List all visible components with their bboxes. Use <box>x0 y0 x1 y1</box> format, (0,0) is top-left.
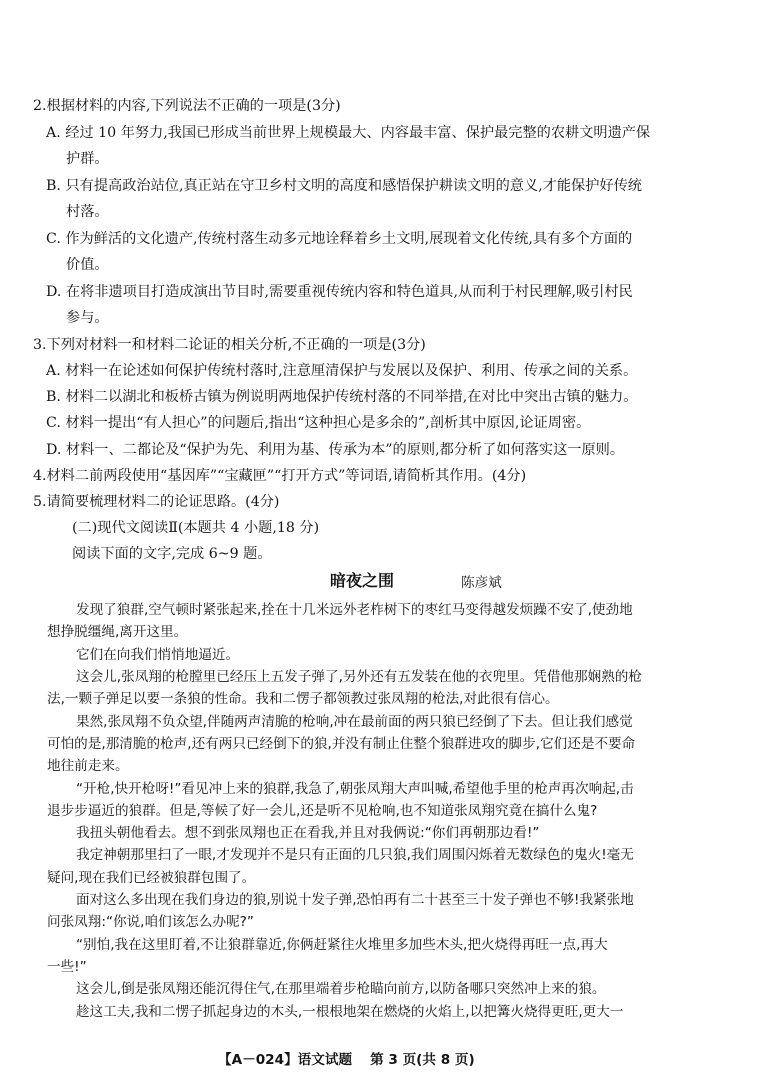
question-4: 4.材料二前两段使用“基因库”“宝藏匣”“打开方式”等词语,请简析其作用。(4分) <box>33 468 527 484</box>
story-line: “开枪,快开枪呀!”看见冲上来的狼群,我急了,朝张凤翔大声叫喊,希望他手里的枪声再次响起,击 <box>76 781 634 797</box>
story-line: 面对这么多出现在我们身边的狼,别说十发子弹,恐怕再有二十甚至三十发子弹也不够!我紧张地 <box>76 892 634 908</box>
question-3-option-b: B. 材料二以湖北和板桥古镇为例说明两地保护传统村落的不同举措,在对比中突出古镇的魅力。 <box>46 389 638 405</box>
story-line: “别怕,我在这里盯着,不让狼群靠近,你俩赶紧往火堆里多加些木头,把火烧得再旺一点,再大 <box>76 937 608 953</box>
story-line: 果然,张凤翔不负众望,伴随两声清脆的枪响,冲在最前面的两只狼已经倒了下去。但让我们感觉 <box>76 714 633 730</box>
story-line: 我扭头朝他看去。想不到张凤翔也正在看我,并且对我俩说:“你们再朝那边看!” <box>76 825 540 841</box>
story-line: 地往前走来。 <box>47 758 129 774</box>
story-line: 可怕的是,那清脆的枪声,还有两只已经倒下的狼,并没有制止住整个狼群进攻的脚步,它们还是不要命 <box>47 736 636 752</box>
page-footer <box>218 1050 475 1070</box>
question-2-option-b-cont: 村落。 <box>66 204 109 220</box>
question-3-option-d: D. 材料一、二都论及“保护为先、利用为基、传承为本”的原则,都分析了如何落实这一原则。 <box>46 442 625 458</box>
story-line: 问张凤翔:“你说,咱们该怎么办呢?” <box>47 914 254 930</box>
question-2-option-a-cont: 护群。 <box>66 151 109 167</box>
story-author: 陈彦斌 <box>461 575 502 591</box>
exam-code: 【A－024】语文试题 <box>218 1052 353 1068</box>
question-2-option-c: C. 作为鲜活的文化遗产,传统村落生动多元地诠释着乡土文明,展现着文化传统,具有多个方面的 <box>46 231 633 247</box>
question-2-option-c-cont: 价值。 <box>66 257 109 273</box>
question-5: 5.请简要梳理材料二的论证思路。(4分) <box>33 494 280 510</box>
section-heading: (二)现代文阅读Ⅱ(本题共 4 小题,18 分) <box>72 520 320 536</box>
story-line: 想挣脱缰绳,离开这里。 <box>47 624 188 640</box>
story-line: 一些!” <box>47 959 87 975</box>
story-line: 趁这工夫,我和二愣子抓起身边的木头,一根根地架在燃烧的火焰上,以把篝火烧得更旺,更大一 <box>76 1004 624 1020</box>
story-line: 法,一颗子弹足以要一条狼的性命。我和二愣子都领教过张凤翔的枪法,对此很有信心。 <box>47 691 559 707</box>
page-number: 第 3 页(共 8 页) <box>370 1052 475 1068</box>
story-line: 退步步逼近的狼群。但是,等候了好一会儿,还是听不见枪响,也不知道张凤翔究竟在搞什么鬼? <box>47 803 598 819</box>
story-line: 疑问,现在我们已经被狼群包围了。 <box>47 870 256 886</box>
question-2-option-a: A. 经过 10 年努力,我国已形成当前世界上规模最大、内容最丰富、保护最完整的农耕文明遗产保 <box>46 125 651 141</box>
question-3-stem: 3.下列对材料一和材料二论证的相关分析,不正确的一项是(3分) <box>33 337 426 353</box>
question-2-stem: 2.根据材料的内容,下列说法不正确的一项是(3分) <box>33 98 341 114</box>
story-line: 发现了狼群,空气顿时紧张起来,拴在十几米远外老柞树下的枣红马变得越发烦躁不安了,使劲地 <box>76 602 633 618</box>
question-2-option-d: D. 在将非遗项目打造成演出节目时,需要重视传统内容和特色道具,从而利于村民理解,吸引村民 <box>46 284 633 300</box>
story-title: 暗夜之围 <box>330 571 395 590</box>
story-line: 这会儿,倒是张凤翔还能沉得住气,在那里端着步枪瞄向前方,以防备哪只突然冲上来的狼。 <box>76 981 606 997</box>
question-2-option-d-cont: 参与。 <box>66 310 109 326</box>
story-line: 我定神朝那里扫了一眼,才发现并不是只有正面的几只狼,我们周围闪烁着无数绿色的鬼火!毫无 <box>76 847 634 863</box>
story-line: 这会儿,张凤翔的枪膛里已经压上五发子弹了,另外还有五发装在他的衣兜里。凭借他那娴熟的枪 <box>76 669 642 685</box>
question-3-option-c: C. 材料一提出“有人担心”的问题后,指出“这种担心是多余的”,剖析其中原因,论证周密。 <box>46 415 591 431</box>
question-3-option-a: A. 材料一在论述如何保护传统村落时,注意厘清保护与发展以及保护、利用、传承之间的关系。 <box>46 363 638 379</box>
question-2-option-b: B. 只有提高政治站位,真正站在守卫乡村文明的高度和感悟保护耕读文明的意义,才能保护好传统 <box>46 178 642 194</box>
reading-instruction: 阅读下面的文字,完成 6~9 题。 <box>72 546 272 562</box>
story-line: 它们在向我们悄悄地逼近。 <box>76 647 240 663</box>
